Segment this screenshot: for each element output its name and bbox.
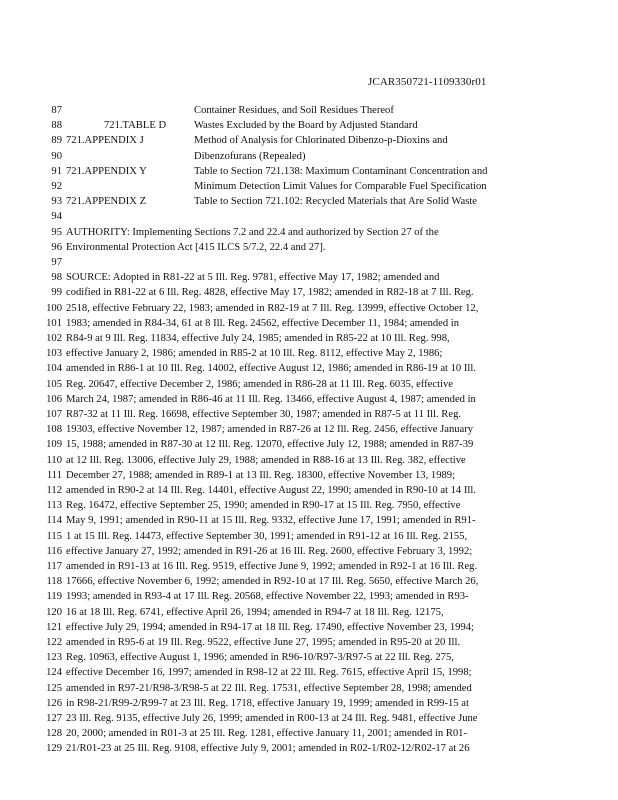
line-text: Reg. 20647, effective December 2, 1986; amended in R86-28 at 11 Ill. Reg. 6035, effective (66, 378, 453, 390)
line-text: 1993; amended in R93-4 at 17 Ill. Reg. 20568, effective November 22, 1993; amended in R93- (66, 591, 469, 603)
toc-line (0, 118, 618, 133)
line-text: 2518, effective February 22, 1983; amended in R82-19 at 7 Ill. Reg. 13999, effective October 12, (66, 302, 479, 314)
document-id-header: JCAR350721-1109330r01 (368, 76, 487, 88)
section-title: Method of Analysis for Chlorinated Dibenzo-p-Dioxins and (194, 135, 448, 147)
line-number: 112 (46, 485, 62, 496)
line-text: 16 at 18 Ill. Reg. 6741, effective April 26, 1994; amended in R94-7 at 18 Ill. Reg. 12175, (66, 606, 444, 618)
toc-line (0, 194, 618, 209)
line-number: 102 (46, 333, 62, 344)
line-number: 115 (46, 530, 62, 542)
line-text: effective December 16, 1997; amended in R98-12 at 22 Ill. Reg. 7615, effective April 15, 1998; (66, 667, 472, 679)
line-text: R84-9 at 9 Ill. Reg. 11834, effective July 24, 1985; amended in R85-22 at 10 Ill. Reg. 998, (66, 333, 450, 344)
body-line (0, 240, 618, 255)
line-number: 105 (46, 378, 62, 390)
toc-line (0, 133, 618, 148)
section-label: 721.APPENDIX Y (66, 165, 147, 177)
toc-line (0, 103, 618, 118)
line-number: 110 (46, 454, 62, 466)
body-line (0, 544, 618, 559)
line-number: 88 (51, 120, 62, 132)
body-line (0, 407, 618, 422)
line-text: 23 Ill. Reg. 9135, effective July 26, 1999; amended in R00-13 at 24 Ill. Reg. 9481, effective June (66, 713, 478, 724)
body-line (0, 346, 618, 361)
line-number: 104 (46, 363, 62, 375)
body-line (0, 620, 618, 635)
body-line (0, 422, 618, 437)
line-number: 96 (51, 241, 62, 253)
line-number: 89 (51, 135, 62, 147)
line-number: 108 (46, 424, 62, 436)
body-line (0, 392, 618, 407)
line-number: 92 (51, 181, 62, 192)
line-number: 122 (46, 637, 62, 648)
body-line (0, 316, 618, 331)
section-title: Table to Section 721.138: Maximum Contaminant Concentration and (194, 165, 488, 177)
line-number: 117 (46, 561, 62, 572)
line-number: 123 (46, 652, 62, 664)
body-line (0, 696, 618, 711)
line-number: 95 (51, 226, 62, 238)
body-line (0, 650, 618, 665)
line-number: 125 (46, 682, 62, 694)
line-number: 120 (46, 606, 62, 618)
body-line (0, 665, 618, 680)
line-number: 99 (51, 287, 62, 299)
line-number: 113 (46, 500, 62, 512)
body-line (0, 331, 618, 346)
body-line (0, 437, 618, 452)
body-line (0, 589, 618, 604)
line-text: effective January 27, 1992; amended in R91-26 at 16 Ill. Reg. 2600, effective February 3, 1992; (66, 545, 473, 557)
section-label: 721.APPENDIX Z (66, 196, 147, 208)
line-text: amended in R95-6 at 19 Ill. Reg. 9522, effective June 27, 1995; amended in R95-20 at 20 Ill. (66, 637, 461, 648)
section-title: Dibenzofurans (Repealed) (194, 150, 306, 162)
line-text: 21/R01-23 at 25 Ill. Reg. 9108, effective July 9, 2001; amended in R02-1/R02-12/R02-17 at 26 (66, 743, 470, 755)
section-title: Table to Section 721.102: Recycled Materials that Are Solid Waste (194, 196, 477, 208)
body-line (0, 377, 618, 392)
body-line (0, 741, 618, 756)
line-text: effective January 2, 1986; amended in R85-2 at 10 Ill. Reg. 8112, effective May 2, 1986; (66, 348, 443, 360)
line-text: amended in R91-13 at 16 Ill. Reg. 9519, effective June 9, 1992; amended in R92-1 at 16 Ill. Reg. (66, 561, 478, 572)
body-line (0, 483, 618, 498)
line-text: amended in R86-1 at 10 Ill. Reg. 14002, effective August 12, 1986; amended in R86-19 at 10 Ill. (66, 363, 476, 375)
line-number: 101 (46, 317, 62, 329)
body-line (0, 498, 618, 513)
line-number: 114 (46, 515, 62, 527)
body-line (0, 225, 618, 240)
line-text: 19303, effective November 12, 1987; amended in R87-26 at 12 Ill. Reg. 2456, effective January (66, 424, 474, 436)
line-text: at 12 Ill. Reg. 13006, effective July 29, 1988; amended in R88-16 at 13 Ill. Reg. 382, effective (66, 454, 466, 466)
line-text: amended in R90-2 at 14 Ill. Reg. 14401, effective August 22, 1990; amended in R90-10 at 14 Ill. (66, 485, 476, 496)
line-text: codified in R81-22 at 6 Ill. Reg. 4828, effective May 17, 1982; amended in R82-18 at 7 Ill. Reg. (66, 287, 474, 299)
toc-line (0, 164, 618, 179)
line-text: AUTHORITY: Implementing Sections 7.2 and 22.4 and authorized by Section 27 of the (66, 226, 439, 238)
line-text: Environmental Protection Act [415 ILCS 5/7.2, 22.4 and 27]. (66, 241, 326, 253)
line-number: 93 (51, 196, 62, 208)
line-text: effective July 29, 1994; amended in R94-17 at 18 Ill. Reg. 17490, effective November 23, 1994; (66, 621, 474, 633)
line-number: 106 (46, 393, 62, 405)
line-text: 1 at 15 Ill. Reg. 14473, effective September 30, 1991; amended in R91-12 at 16 Ill. Reg. 2155, (66, 530, 468, 542)
line-number: 98 (51, 272, 62, 284)
body-line (0, 453, 618, 468)
section-title: Wastes Excluded by the Board by Adjusted Standard (194, 120, 418, 132)
body-line (0, 270, 618, 285)
body-line (0, 711, 618, 726)
body-line (0, 529, 618, 544)
line-text: 17666, effective November 6, 1992; amended in R92-10 at 17 Ill. Reg. 5650, effective March 26, (66, 576, 479, 588)
body-line (0, 361, 618, 376)
line-text: in R98-21/R99-2/R99-7 at 23 Ill. Reg. 1718, effective January 19, 1999; amended in R99-15 at (66, 697, 469, 709)
line-number: 94 (51, 211, 62, 223)
line-text: R87-32 at 11 Ill. Reg. 16698, effective September 30, 1987; amended in R87-5 at 11 Ill. Reg. (66, 409, 462, 420)
body-line (0, 559, 618, 574)
body-line (0, 285, 618, 300)
line-number: 128 (46, 728, 62, 740)
line-number: 103 (46, 348, 62, 360)
line-number: 109 (46, 439, 62, 451)
line-text: December 27, 1988; amended in R89-1 at 13 Ill. Reg. 18300, effective November 13, 1989; (66, 469, 456, 481)
body-line (0, 513, 618, 528)
body-line (0, 635, 618, 650)
section-label: 721.APPENDIX J (66, 135, 144, 147)
toc-line (0, 179, 618, 194)
body-line (0, 209, 618, 224)
line-number: 107 (46, 409, 62, 420)
line-text: Reg. 10963, effective August 1, 1996; amended in R96-10/R97-3/R97-5 at 22 Ill. Reg. 275, (66, 652, 454, 664)
line-text: Reg. 16472, effective September 25, 1990; amended in R90-17 at 15 Ill. Reg. 7950, effective (66, 500, 461, 512)
body-line (0, 255, 618, 270)
line-number: 127 (46, 713, 62, 724)
line-number: 87 (51, 105, 62, 116)
line-text: 15, 1988; amended in R87-30 at 12 Ill. Reg. 12070, effective July 12, 1988; amended in R87-39 (66, 439, 474, 451)
body-line (0, 681, 618, 696)
body-line (0, 726, 618, 741)
section-label: 721.TABLE D (104, 120, 167, 132)
toc-line (0, 149, 618, 164)
body-line (0, 605, 618, 620)
line-text: 20, 2000; amended in R01-3 at 25 Ill. Reg. 1281, effective January 11, 2001; amended in R01- (66, 728, 468, 740)
line-text: March 24, 1987; amended in R86-46 at 11 Ill. Reg. 13466, effective August 4, 1987; amended in (66, 393, 476, 405)
body-line (0, 468, 618, 483)
section-title: Minimum Detection Limit Values for Comparable Fuel Specification (194, 181, 487, 192)
line-number: 129 (46, 743, 62, 755)
line-number: 121 (46, 621, 62, 633)
line-text: 1983; amended in R84-34, 61 at 8 Ill. Reg. 24562, effective December 11, 1984; amended in (66, 317, 460, 329)
line-text: amended in R97-21/R98-3/R98-5 at 22 Ill. Reg. 17531, effective September 28, 1998; amended (66, 682, 472, 694)
line-number: 90 (51, 150, 62, 162)
line-number: 97 (51, 257, 62, 268)
line-number: 118 (46, 576, 62, 588)
line-number: 119 (46, 591, 62, 603)
body-line (0, 574, 618, 589)
body-line (0, 301, 618, 316)
line-number: 91 (51, 165, 62, 177)
line-number: 116 (46, 545, 62, 557)
section-title: Container Residues, and Soil Residues Thereof (194, 105, 394, 116)
line-text: SOURCE: Adopted in R81-22 at 5 Ill. Reg. 9781, effective May 17, 1982; amended and (66, 272, 440, 284)
line-number: 100 (46, 302, 62, 314)
line-number: 111 (46, 469, 62, 481)
line-number: 124 (46, 667, 62, 679)
line-number: 126 (46, 697, 62, 709)
line-text: May 9, 1991; amended in R90-11 at 15 Ill. Reg. 9332, effective June 17, 1991; amended in R91- (66, 515, 476, 527)
